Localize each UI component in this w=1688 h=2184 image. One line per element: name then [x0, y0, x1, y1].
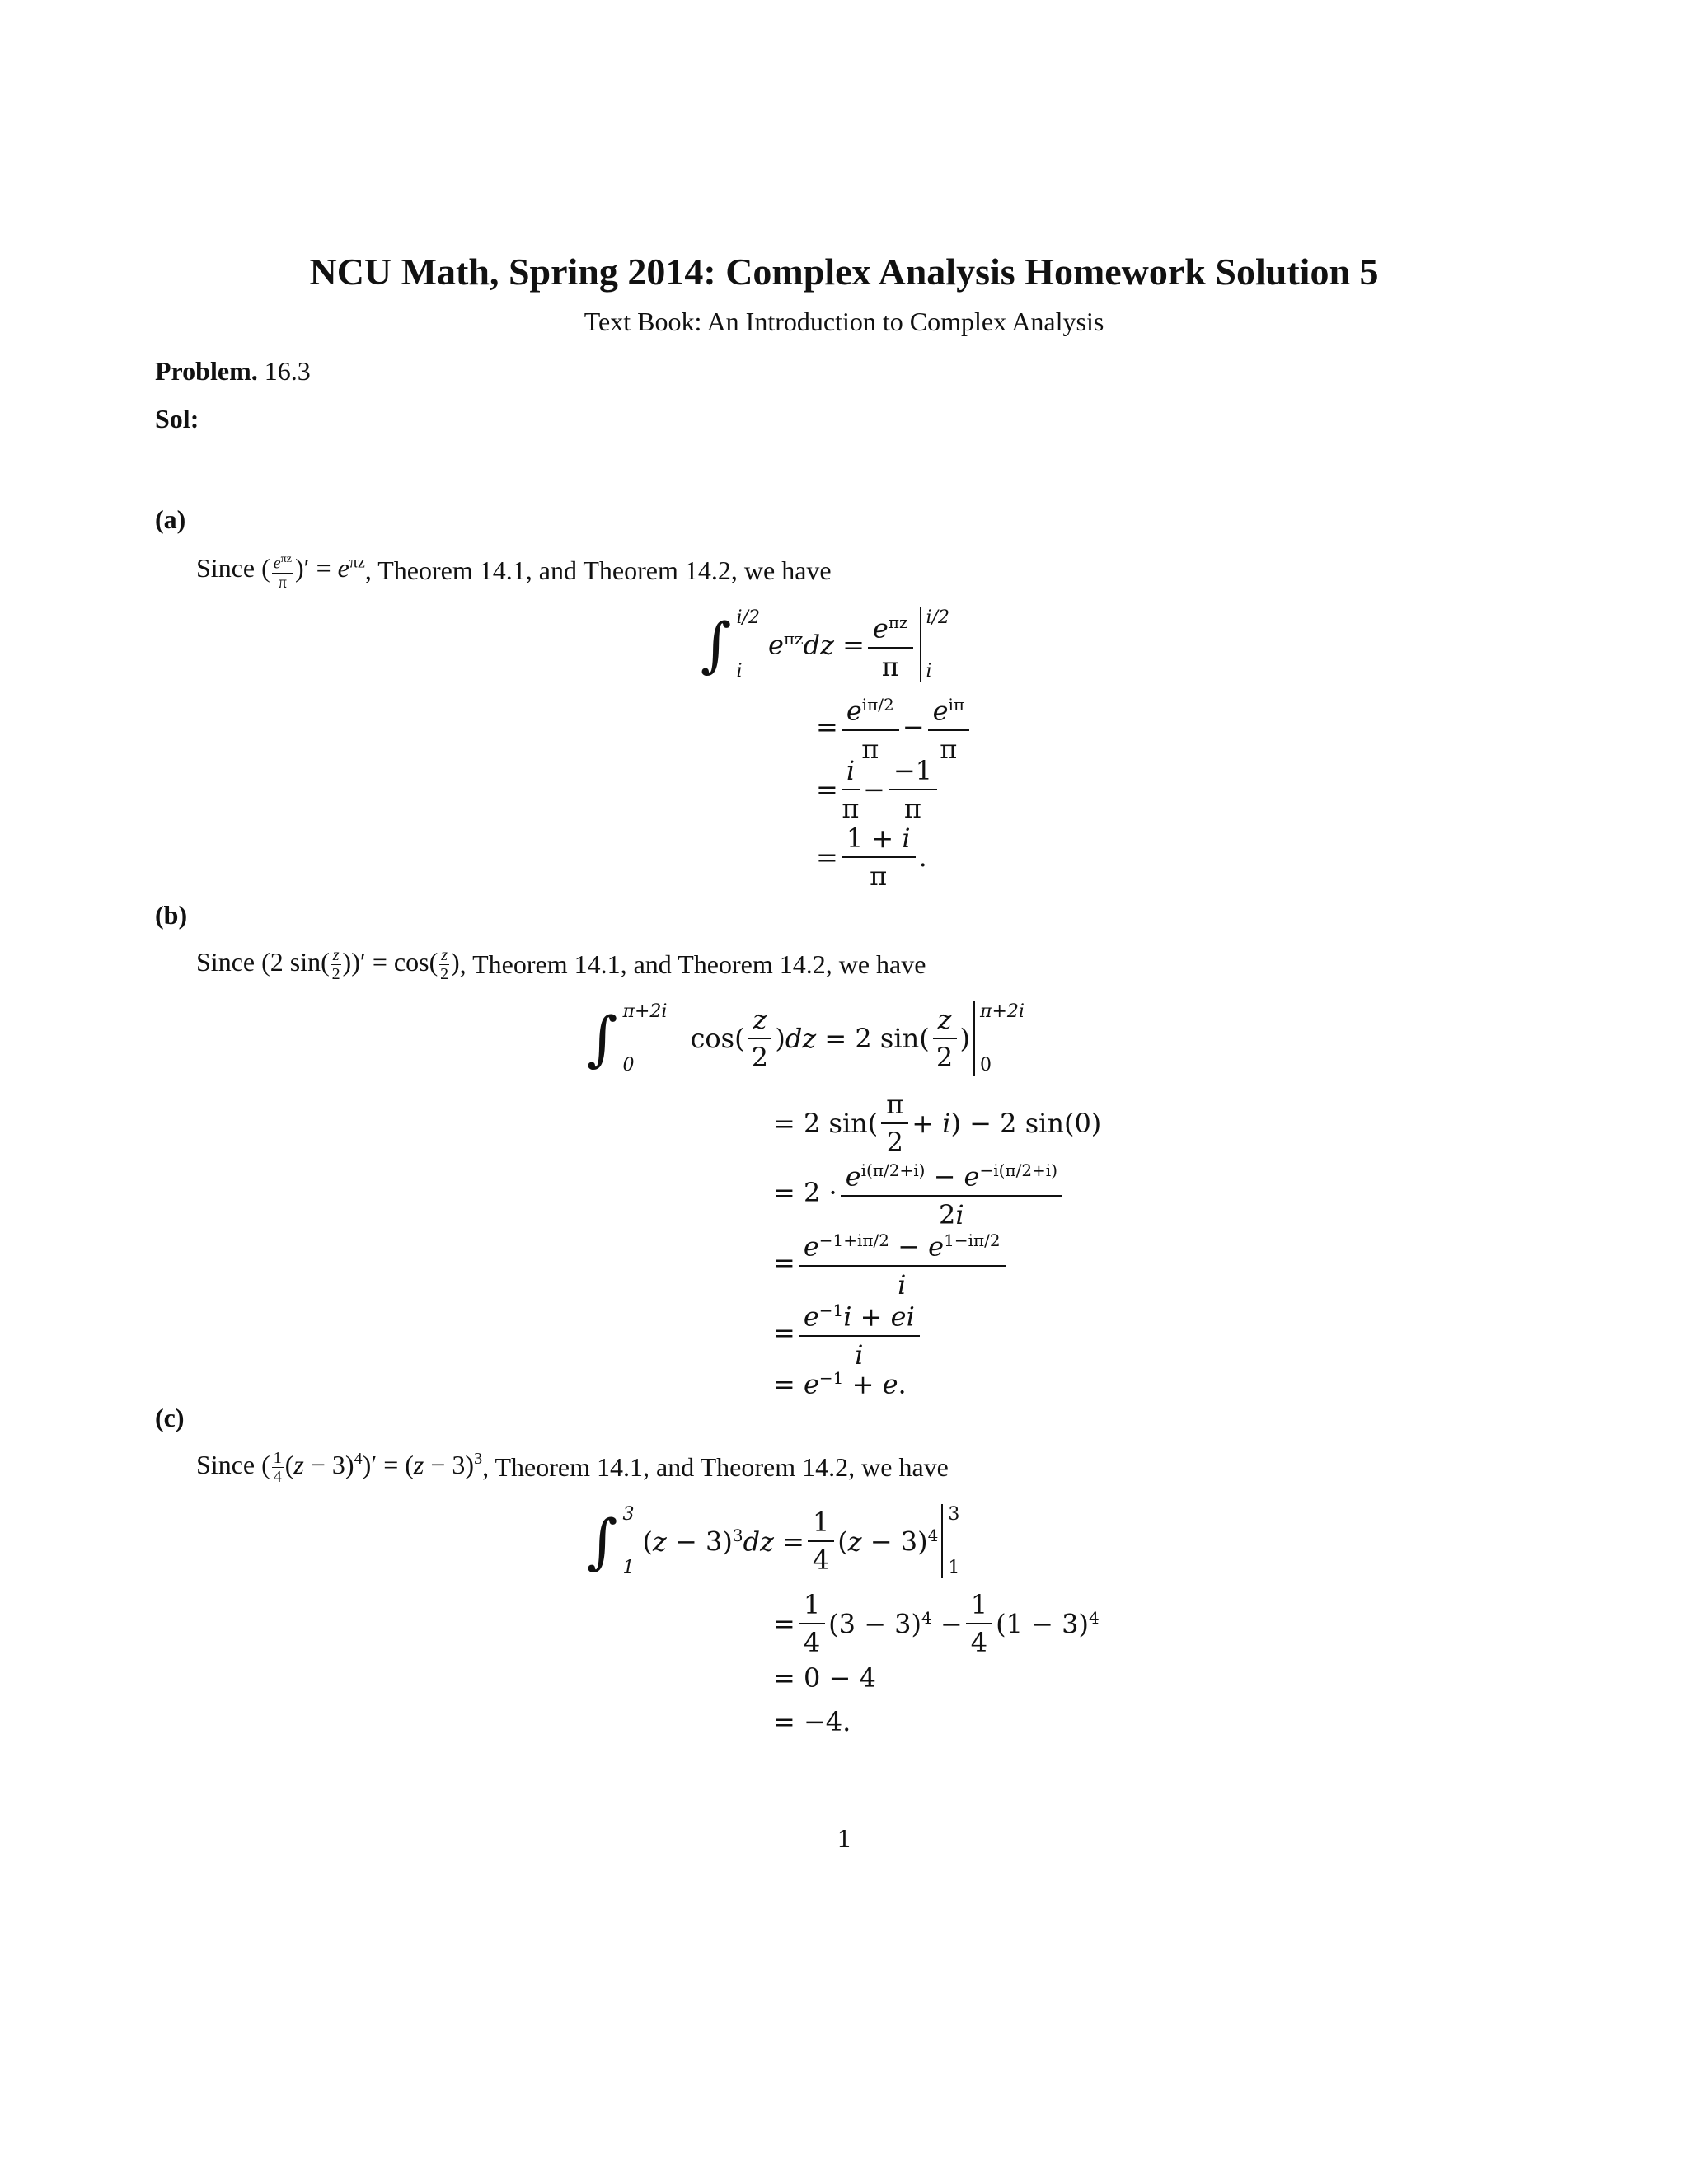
part-b-intro-tail: , Theorem 14.1, and Theorem 14.2, we have — [459, 949, 926, 979]
part-b-line-2: = 2 sin( $\frac{\pi}{2}$ + i) − 2 sin(0) — [773, 1089, 1102, 1158]
part-a-line-2: = $\frac{e^{i\pi/2}}{\pi}$ − $\frac{e^{i\pi}}{\pi}$ — [816, 688, 973, 766]
part-c-intro — [196, 1449, 949, 1486]
part-c-label: (c) — [155, 1403, 185, 1432]
part-c-intro-tail: , Theorem 14.1, and Theorem 14.2, we have — [482, 1452, 949, 1482]
part-c-line-1: ∫ 3 1 $(z - 3)^3dz$ = $\frac{1}{4}$ $(z - 3)^4$ 3 1 — [587, 1504, 960, 1578]
part-a-label: (a) — [155, 504, 186, 534]
problem-heading — [155, 356, 311, 387]
page-number: 1 — [837, 1823, 851, 1853]
part-b-line-5: = $\frac{e^{-1}i + ei}{i}$ — [773, 1294, 923, 1371]
part-b-line-3: = 2 · $\frac{e^{i(\pi/2+i)} - e^{-i(\pi/2+i)}}{2i}$ — [773, 1154, 1066, 1231]
part-b-intro-math: Since (2 sin( $\frac{z}{2}$ ))′ = cos( $\frac{z}{2}$ ) — [196, 946, 460, 983]
problem-number: 16.3 — [264, 356, 311, 386]
part-a-intro-math: Since ( $\frac{e^{\pi z}}{\pi}$ )′ = $e^{\pi z}$ — [196, 551, 365, 592]
part-a-line-4: = $\frac{1 + i}{\pi}$ . — [816, 823, 927, 892]
part-c-line-4: = −4. — [773, 1706, 851, 1737]
part-a-intro — [196, 551, 832, 592]
part-a-line-1: ∫ i/2 i $e^{\pi z}dz$ = $\frac{e^{\pi z}}{\pi}$ i/2 i — [701, 607, 950, 682]
solution-label: Sol: — [155, 404, 199, 434]
part-b-intro — [196, 946, 926, 983]
part-b-line-4: = $\frac{e^{-1+i\pi/2} - e^{1-i\pi/2}}{i}$ — [773, 1224, 1009, 1301]
part-a-line-3: = $\frac{i}{\pi}$ − $\frac{-1}{\pi}$ — [816, 754, 940, 825]
part-c-line-2: = $\frac{1}{4}$ $(3 - 3)^4$ − $\frac{1}{4}$ $(1 - 3)^4$ — [773, 1589, 1100, 1658]
part-b-label: (b) — [155, 900, 188, 930]
page-subtitle: Text Book: An Introduction to Complex Analysis — [584, 307, 1104, 336]
part-c-intro-math: Since ( $\frac{1}{4}$ $(z - 3)^4)' = (z - 3)^3$ — [196, 1449, 483, 1486]
part-a-intro-tail: , Theorem 14.1, and Theorem 14.2, we have — [364, 555, 832, 586]
page-title: NCU Math, Spring 2014: Complex Analysis Homework Solution 5 — [309, 251, 1379, 293]
problem-label: Problem. — [155, 356, 258, 386]
part-c-line-3: = 0 − 4 — [773, 1662, 876, 1694]
part-b-line-6: = $e^{-1} + e$. — [773, 1368, 907, 1400]
part-b-line-1: ∫ π+2i 0 cos( $\frac{z}{2}$ )dz = 2 sin( $\frac{z}{2}$ ) π+2i 0 — [587, 1001, 1025, 1076]
